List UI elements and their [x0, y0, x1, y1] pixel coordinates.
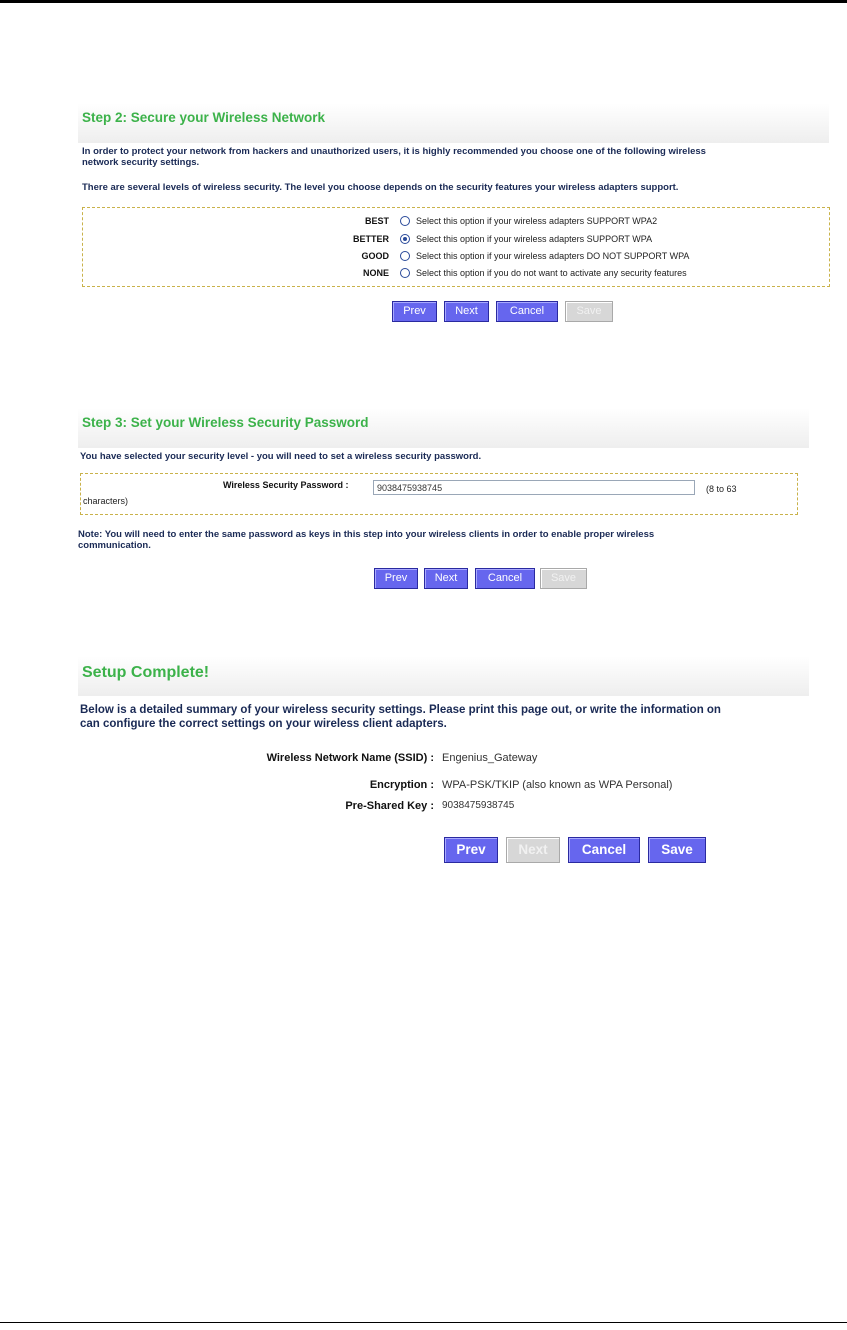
complete-intro-line1: Below is a detailed summary of your wireless security settings. Please print this page out, or write the information on: [80, 704, 721, 716]
step3-next-button[interactable]: Next: [424, 568, 468, 589]
option-best[interactable]: [83, 213, 833, 230]
step3-header: [78, 408, 809, 448]
bottom-rule: [0, 1322, 847, 1323]
option-better[interactable]: [83, 231, 833, 248]
password-range-note: (8 to 63: [706, 484, 737, 494]
psk-label: Pre-Shared Key :: [345, 800, 434, 812]
step3-panel: [78, 408, 809, 593]
complete-save-button[interactable]: Save: [648, 837, 706, 863]
complete-cancel-button[interactable]: Cancel: [568, 837, 640, 863]
step2-intro: [82, 146, 706, 168]
option-description: Select this option if your wireless adapters SUPPORT WPA: [416, 234, 653, 244]
option-description: Select this option if your wireless adapters SUPPORT WPA2: [416, 216, 658, 226]
password-range-note-cont: characters): [83, 496, 129, 506]
option-description: Select this option if you do not want to activate any security features: [416, 268, 687, 278]
password-label: Wireless Security Password :: [223, 480, 349, 490]
step2-levels-text: There are several levels of wireless security. The level you choose depends on the security features your wireless adapters support.: [82, 182, 679, 193]
option-level-label: BETTER: [353, 234, 389, 244]
option-description: Select this option if your wireless adapters DO NOT SUPPORT WPA: [416, 251, 690, 261]
option-none[interactable]: [83, 265, 833, 282]
security-options-box: [82, 207, 830, 287]
step2-intro-line1: In order to protect your network from hackers and unauthorized users, it is highly recommended you choose one of the following wireless: [82, 146, 706, 157]
psk-value: 9038475938745: [442, 800, 515, 811]
step2-panel: [78, 103, 829, 333]
radio-good[interactable]: [400, 251, 410, 261]
step3-title: Step 3: Set your Wireless Security Password: [82, 415, 369, 430]
complete-header: [78, 656, 809, 696]
radio-best[interactable]: [400, 216, 410, 226]
option-level-label: GOOD: [361, 251, 389, 261]
step2-save-button[interactable]: Save: [565, 301, 613, 322]
radio-none[interactable]: [400, 268, 410, 278]
step2-cancel-button[interactable]: Cancel: [496, 301, 558, 322]
radio-better[interactable]: [400, 234, 410, 244]
step3-note-line2: communication.: [78, 540, 151, 551]
step3-cancel-button[interactable]: Cancel: [475, 568, 535, 589]
option-good[interactable]: [83, 248, 833, 265]
ssid-label: Wireless Network Name (SSID) :: [266, 752, 434, 764]
option-level-label: BEST: [364, 216, 389, 226]
step3-prev-button[interactable]: Prev: [374, 568, 418, 589]
option-level-label: NONE: [362, 268, 389, 278]
encryption-label: Encryption :: [369, 779, 434, 791]
step3-note: [78, 529, 654, 551]
password-input[interactable]: 9038475938745: [373, 480, 695, 495]
complete-title: Setup Complete!: [82, 664, 210, 681]
step2-header: [78, 103, 829, 143]
step2-next-button[interactable]: Next: [444, 301, 489, 322]
password-box: [80, 473, 798, 515]
top-rule: [0, 0, 847, 3]
complete-intro: [80, 703, 721, 731]
ssid-value: Engenius_Gateway: [442, 752, 538, 764]
encryption-value: WPA-PSK/TKIP (also known as WPA Personal): [442, 779, 673, 791]
complete-panel: [78, 656, 809, 868]
step3-save-button[interactable]: Save: [540, 568, 587, 589]
step2-prev-button[interactable]: Prev: [392, 301, 437, 322]
step2-title: Step 2: Secure your Wireless Network: [82, 110, 325, 125]
step3-intro: You have selected your security level - you will need to set a wireless security password.: [80, 451, 482, 462]
step3-note-line1: Note: You will need to enter the same password as keys in this step into your wireless clients in order to enable proper wireless: [78, 529, 655, 540]
complete-intro-line2: can configure the correct settings on your wireless client adapters.: [80, 718, 447, 730]
complete-next-button[interactable]: Next: [506, 837, 560, 863]
step2-intro-line2: network security settings.: [82, 157, 200, 168]
complete-prev-button[interactable]: Prev: [444, 837, 498, 863]
